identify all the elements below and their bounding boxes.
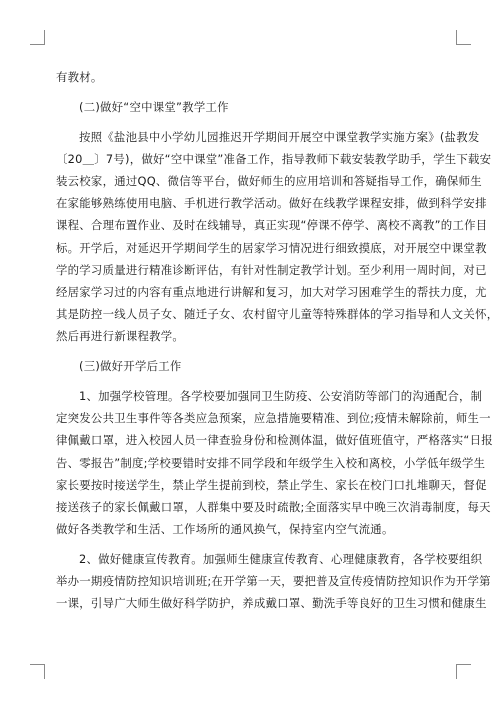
paragraph-line: 律佩戴口罩，进入校园人员一律查验身份和检测体温，做好值班值守，严格落实“日报 <box>56 433 493 448</box>
paragraph-line: 经居家学习过的内容有重点地进行讲解和复习，加大对学习困难学生的帮扶力度，尤 <box>56 285 487 300</box>
paragraph-line: 标。开学后，对延迟开学期间学生的居家学习情况进行细致摸底，对开展空中课堂教 <box>56 240 487 255</box>
paragraph-line: 举办一期疫情防控知识培训班;在开学第一天，要把普及宣传疫情防控知识作为开学第 <box>56 574 491 589</box>
document-body <box>56 66 499 615</box>
paragraph-line: 装云校家，通过QQ、微信等平台，做好师生的应用培训和答疑指导工作，确保师生 <box>56 174 482 188</box>
paragraph-line: 家长要按时接送学生，禁止学生提前到校，禁止学生、家长在校门口扎堆聊天，督促 <box>56 477 487 492</box>
crop-mark-bottom-left <box>30 664 45 679</box>
section-heading: (三)做好开学后工作 <box>79 359 182 374</box>
paragraph-line: 有教材。 <box>56 70 103 84</box>
crop-mark-top-left <box>30 30 45 45</box>
paragraph-line: 在家能够熟练使用电脑、手机进行教学活动。做好在线教学课程安排，做到科学安排 <box>56 196 487 211</box>
paragraph-line: 接送孩子的家长佩戴口罩，人群集中要及时疏散;全面落实早中晚三次消毒制度，每天 <box>56 500 491 515</box>
paragraph-line: 1、加强学校管理。各学校要加强同卫生防疫、公安消防等部门的沟通配合，制 <box>79 389 483 404</box>
paragraph-line: 2、做好健康宣传教育。加强师生健康宣传教育、心理健康教育，各学校要组织 <box>79 552 483 567</box>
paragraph-line: 课程、合理布置作业、及时在线辅导，真正实现“停课不停学、离校不离教”的工作目 <box>56 218 488 233</box>
paragraph-line: 做好各类教学和生活、工作场所的通风换气，保持室内空气流通。 <box>56 522 394 537</box>
paragraph-line: 定突发公共卫生事件等各类应急预案，应急措施要精准、到位;疫情未解除前，师生一 <box>56 411 491 426</box>
paragraph-line: 一课，引导广大师生做好科学防护，养成戴口罩、勤洗手等良好的卫生习惯和健康生 <box>56 596 487 611</box>
paragraph-line: 学的学习质量进行精准诊断评估，有针对性制定教学计划。至少利用一周时间，对已 <box>56 262 487 277</box>
paragraph-line: 然后再进行新课程教学。 <box>56 329 185 344</box>
paragraph-line: 〔20＿〕7号)，做好“空中课堂”准备工作，指导教师下载安装教学助手，学生下载安 <box>56 151 492 166</box>
paragraph-line: 其是防控一线人员子女、随迁子女、农村留守儿童等特殊群体的学习指导和人文关怀， <box>56 307 499 322</box>
paragraph-line: 告、零报告”制度;学校要错时安排不同学段和年级学生入校和离校，小学低年级学生 <box>56 455 486 470</box>
paragraph-line: 按照《盐池县中小学幼儿园推迟开学期间开展空中课堂教学实施方案》(盐教发 <box>79 129 480 144</box>
section-heading: (二)做好“空中课堂”教学工作 <box>79 99 229 114</box>
crop-mark-top-right <box>456 30 471 45</box>
crop-mark-bottom-right <box>456 664 471 679</box>
